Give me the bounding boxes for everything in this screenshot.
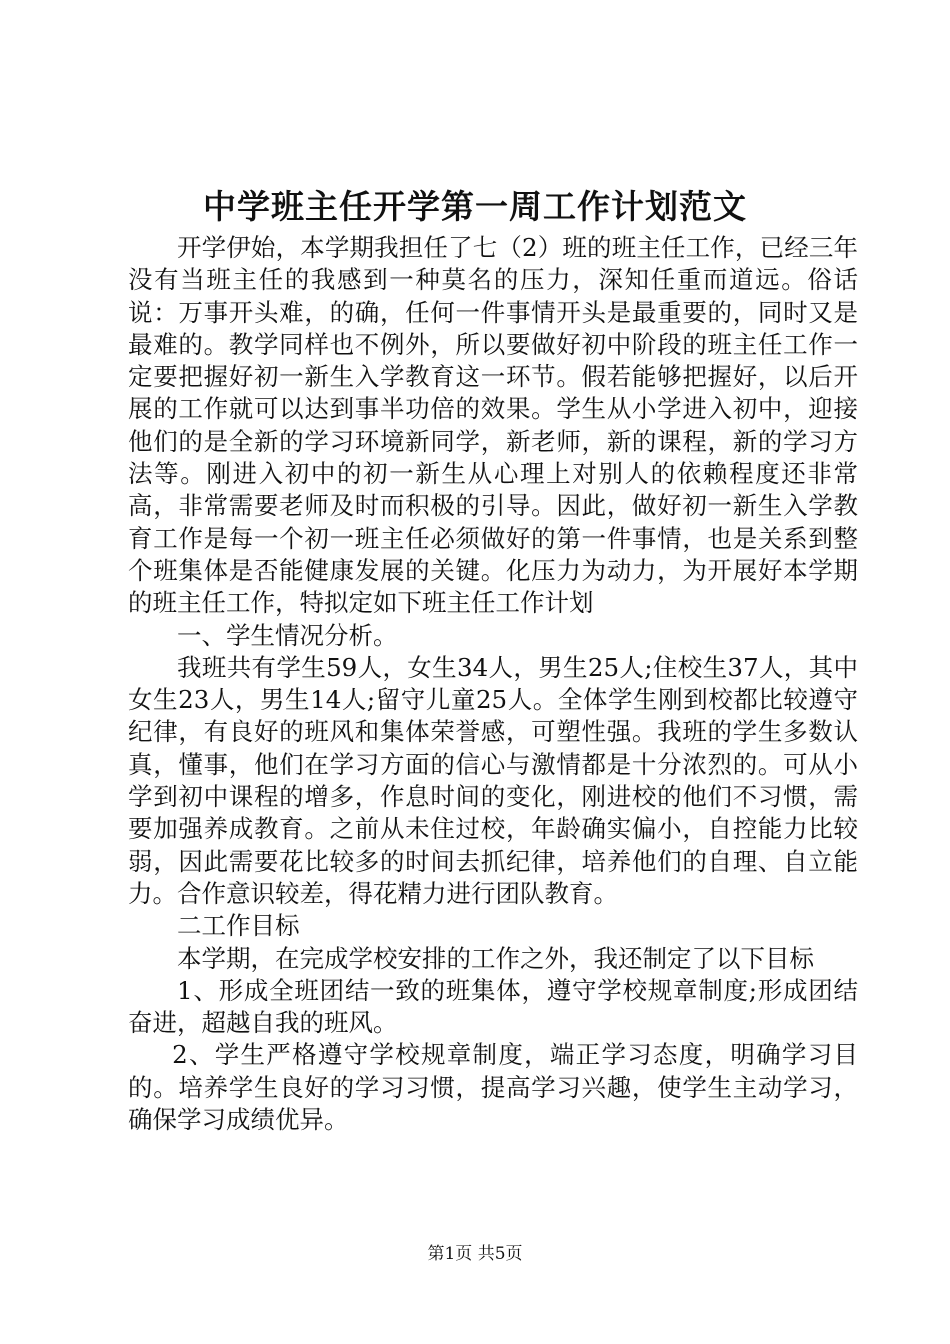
section-heading-work-goals: 二工作目标: [177, 911, 300, 941]
document-title: 中学班主任开学第一周工作计划范文: [203, 187, 747, 226]
document-body: [128, 232, 858, 1136]
goal-item-2: 2、学生严格遵守学校规章制度，端正学习态度，明确学习目的。培养学生良好的学习习惯，提高学习兴趣，使学生主动学习，确保学习成绩优异。: [128, 1040, 858, 1135]
paragraph-student-analysis: 我班共有学生59人，女生34人，男生25人;住校生37人，其中女生23人，男生14人;留守儿童25人。全体学生刚到校都比较遵守纪律，有良好的班风和集体荣誉感，可塑性强。我班的学生多数认真，懂事，他们在学习方面的信心与激情都是十分浓烈的。可从小学到初中课程的增多，作息时间的变化，刚进校的他们不习惯，需要加强养成教育。之前从未住过校，年龄确实偏小，自控能力比较弱，因此需要花比较多的时间去抓纪律，培养他们的自理、自立能力。合作意识较差，得花精力进行团队教育。: [128, 652, 858, 908]
paragraph-goals-intro: 本学期，在完成学校安排的工作之外，我还制定了以下目标: [177, 943, 814, 973]
paragraph-intro: 开学伊始，本学期我担任了七（2）班的班主任工作，已经三年没有当班主任的我感到一种莫名的压力，深知任重而道远。俗话说：万事开头难，的确，任何一件事情开头是最重要的，同时又是最难的。教学同样也不例外，所以要做好初中阶段的班主任工作一定要把握好初一新生入学教育这一环节。假若能够把握好，以后开展的工作就可以达到事半功倍的效果。学生从小学进入初中，迎接他们的是全新的学习环境新同学，新老师，新的课程，新的学习方法等。刚进入初中的初一新生从心理上对别人的依赖程度还非常高，非常需要老师及时而积极的引导。因此，做好初一新生入学教育工作是每一个初一班主任必须做好的第一件事情，也是关系到整个班集体是否能健康发展的关键。化压力为动力，为开展好本学期的班主任工作，特拟定如下班主任工作计划: [128, 233, 858, 618]
section-heading-student-analysis: 一、学生情况分析。: [177, 620, 398, 650]
goal-item-1: 1、形成全班团结一致的班集体，遵守学校规章制度;形成团结奋进，超越自我的班风。: [128, 975, 858, 1038]
page-number-footer: 第1页 共5页: [427, 1244, 523, 1264]
